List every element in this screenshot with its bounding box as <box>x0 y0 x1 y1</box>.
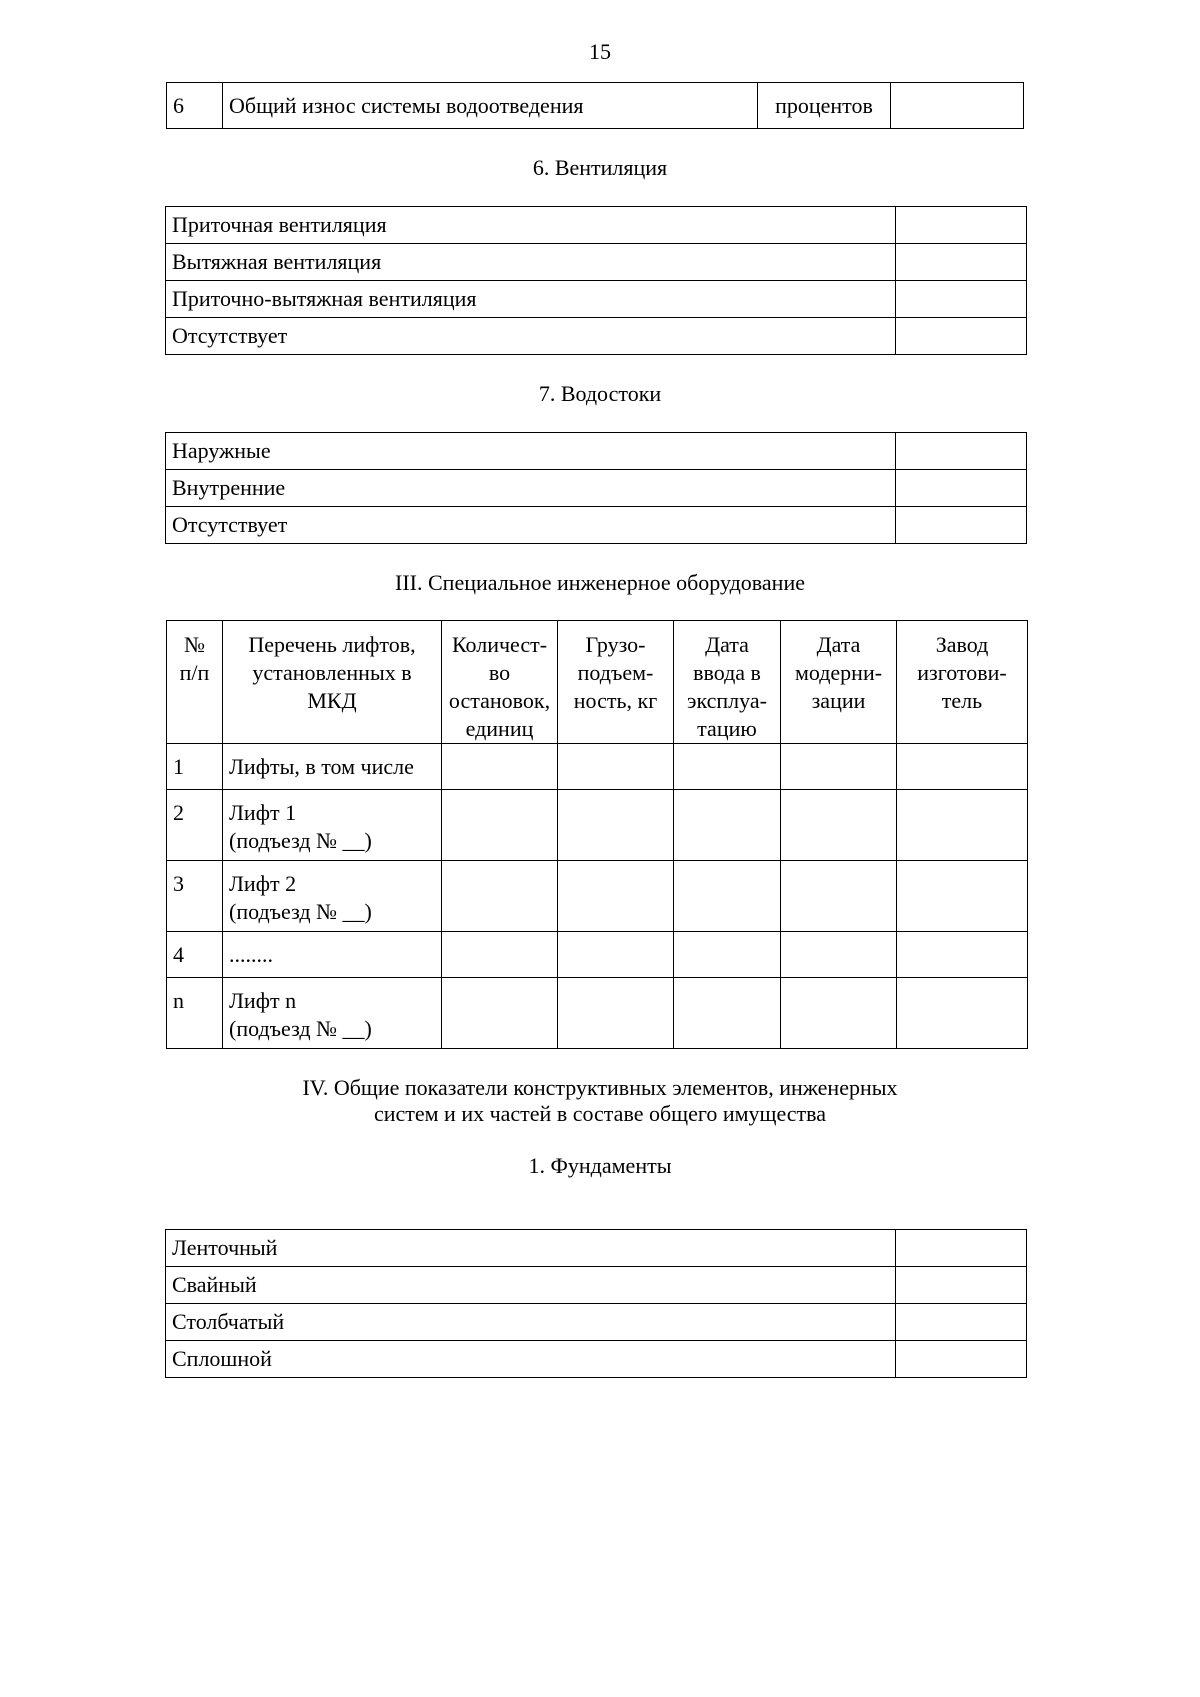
drains-row-label: Отсутствует <box>166 507 896 544</box>
table-row <box>167 744 1028 790</box>
foundations-table <box>165 1229 1027 1378</box>
table-row <box>166 1230 1027 1267</box>
table-row <box>167 932 1028 978</box>
lift-row-number: 2 <box>167 790 223 861</box>
ventilation-row-label: Приточно-вытяжная вентиляция <box>166 281 896 318</box>
foundations-value-cell <box>896 1230 1027 1267</box>
header-modernization-date: Дата модерни- зации <box>781 621 897 744</box>
lift-row-name: ........ <box>223 932 442 978</box>
table-row <box>166 507 1027 544</box>
table-row <box>166 318 1027 355</box>
lift-cell <box>442 978 558 1049</box>
drains-row-label: Наружные <box>166 433 896 470</box>
drains-value-cell <box>896 507 1027 544</box>
ventilation-table <box>165 206 1027 355</box>
ventilation-row-label: Вытяжная вентиляция <box>166 244 896 281</box>
table-row <box>166 1341 1027 1378</box>
drains-value-cell <box>896 433 1027 470</box>
foundations-value-cell <box>896 1341 1027 1378</box>
lift-cell <box>897 978 1028 1049</box>
row-value-cell <box>891 83 1024 129</box>
foundations-row-label: Столбчатый <box>166 1304 896 1341</box>
lift-row-number: n <box>167 978 223 1049</box>
ventilation-row-label: Приточная вентиляция <box>166 207 896 244</box>
lift-row-name: Лифты, в том числе <box>223 744 442 790</box>
lift-cell <box>558 744 674 790</box>
table-row <box>167 790 1028 861</box>
table-row <box>166 433 1027 470</box>
lift-cell <box>558 978 674 1049</box>
table-row <box>166 281 1027 318</box>
table-row <box>167 861 1028 932</box>
lift-row-name: Лифт 1 (подъезд № __) <box>223 790 442 861</box>
ventilation-value-cell <box>896 207 1027 244</box>
ventilation-value-cell <box>896 318 1027 355</box>
foundations-row-label: Свайный <box>166 1267 896 1304</box>
wastewater-wear-table <box>166 82 1024 129</box>
header-manufacturer: Завод изготови- тель <box>897 621 1028 744</box>
ventilation-title: 6. Вентиляция <box>532 155 668 180</box>
drains-value-cell <box>896 470 1027 507</box>
lift-cell <box>558 861 674 932</box>
drains-row-label: Внутренние <box>166 470 896 507</box>
lift-cell <box>897 744 1028 790</box>
lift-row-name: Лифт n (подъезд № __) <box>223 978 442 1049</box>
lift-cell <box>558 790 674 861</box>
table-row <box>166 207 1027 244</box>
special-equipment-title: III. Специальное инженерное оборудование <box>395 570 805 595</box>
header-number: № п/п <box>167 621 223 744</box>
table-row <box>166 470 1027 507</box>
table-row <box>166 1267 1027 1304</box>
lift-cell <box>781 932 897 978</box>
lift-row-name: Лифт 2 (подъезд № __) <box>223 861 442 932</box>
foundations-value-cell <box>896 1267 1027 1304</box>
lift-cell <box>674 861 781 932</box>
lift-cell <box>781 790 897 861</box>
header-lift-list: Перечень лифтов, установленных в МКД <box>223 621 442 744</box>
lift-cell <box>781 978 897 1049</box>
table-row <box>167 978 1028 1049</box>
drains-title: 7. Водостоки <box>538 381 662 406</box>
lift-cell <box>674 932 781 978</box>
table-header-row <box>167 621 1028 744</box>
foundations-value-cell <box>896 1304 1027 1341</box>
ventilation-value-cell <box>896 281 1027 318</box>
section4-title-line2: систем и их частей в составе общего имущества <box>373 1101 827 1126</box>
drains-table <box>165 432 1027 544</box>
page-number: 15 <box>589 39 611 64</box>
header-stops-count: Количест- во остановок, единиц <box>442 621 558 744</box>
foundations-row-label: Ленточный <box>166 1230 896 1267</box>
section4-title-line1: IV. Общие показатели конструктивных элементов, инженерных <box>302 1075 898 1100</box>
table-row <box>166 244 1027 281</box>
lift-cell <box>442 790 558 861</box>
lift-cell <box>897 932 1028 978</box>
lifts-table <box>166 620 1028 1049</box>
lift-cell <box>442 932 558 978</box>
header-capacity: Грузо- подъем- ность, кг <box>558 621 674 744</box>
row-number: 6 <box>167 83 223 129</box>
foundations-title: 1. Фундаменты <box>528 1153 672 1178</box>
lift-cell <box>442 861 558 932</box>
row-label: Общий износ системы водоотведения <box>223 83 758 129</box>
lift-cell <box>897 790 1028 861</box>
lift-row-number: 4 <box>167 932 223 978</box>
ventilation-row-label: Отсутствует <box>166 318 896 355</box>
table-row <box>167 83 1024 129</box>
lift-row-number: 1 <box>167 744 223 790</box>
lift-cell <box>674 790 781 861</box>
table-row <box>166 1304 1027 1341</box>
lift-cell <box>781 744 897 790</box>
lift-cell <box>897 861 1028 932</box>
ventilation-value-cell <box>896 244 1027 281</box>
lift-cell <box>781 861 897 932</box>
header-commission-date: Дата ввода в эксплуа- тацию <box>674 621 781 744</box>
lift-cell <box>674 744 781 790</box>
lift-cell <box>674 978 781 1049</box>
lift-row-number: 3 <box>167 861 223 932</box>
foundations-row-label: Сплошной <box>166 1341 896 1378</box>
lift-cell <box>558 932 674 978</box>
row-unit: процентов <box>758 83 891 129</box>
lift-cell <box>442 744 558 790</box>
